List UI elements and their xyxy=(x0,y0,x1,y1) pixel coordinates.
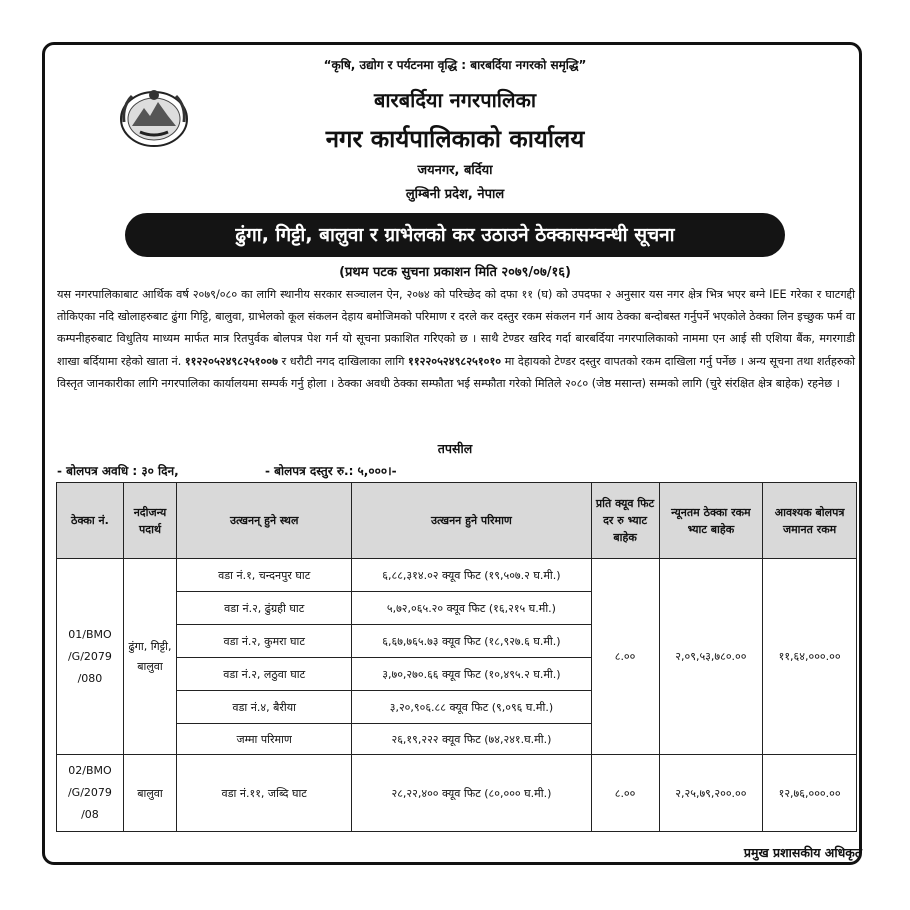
total-quantity: २६,१९,२२२ क्यूव फिट (७४,२४१.घ.मी.) xyxy=(352,724,591,755)
address-line-1: जयनगर, बर्दिया xyxy=(417,163,493,178)
notice-body-part-2: र धरौटी नगद दाखिलाका लागि xyxy=(281,354,405,368)
site-quantity: २८,२२,४०० क्यूव फिट (८०,००० घ.मी.) xyxy=(352,755,591,832)
header-bid-bond: आवश्यक बोलपत्र जमानत रकम xyxy=(763,483,857,559)
header-contract-no: ठेक्का नं. xyxy=(57,483,124,559)
notice-body xyxy=(57,284,855,395)
contract-id: 01/BMO /G/2079 /080 xyxy=(57,559,124,755)
publication-date: (प्रथम पटक सुचना प्रकाशन मिति २०७९/०७/१६) xyxy=(339,265,571,280)
contract-table xyxy=(56,482,857,832)
bid-period: - बोलपत्र अवधि : ३० दिन, xyxy=(57,464,179,478)
contract-min-amount: २,०९,५३,७८०.०० xyxy=(659,559,763,755)
site-quantity: ३,२०,९०६.८८ क्यूव फिट (९,०९६ घ.मी.) xyxy=(352,691,591,724)
table-header-row xyxy=(57,483,857,559)
table-row xyxy=(57,755,857,832)
contract-rate: ८.०० xyxy=(591,755,659,832)
site-location: वडा नं.२, ढुंग्रही घाट xyxy=(177,592,352,625)
site-quantity: ६,८८,३१४.०२ क्यूव फिट (१९,५०७.२ घ.मी.) xyxy=(352,559,591,592)
contract-min-amount: २,२५,७९,२००.०० xyxy=(659,755,763,832)
contract-material: ढुंगा, गिट्टी, बालुवा xyxy=(123,559,176,755)
header-material: नदीजन्य पदार्थ xyxy=(123,483,176,559)
notice-body-part-1: यस नगरपालिकाबाट आर्थिक वर्ष २०७९/०८० का लागि स्थानीय सरकार सञ्चालन ऐन, २०७४ को परिच्छेद को दफा ११ (घ) को उपदफा २ अनुसार यस नगर क्षेत्र भित्र भएर बग्ने IEE गरेका र घाटगद्दी तोकिएका नदि खोलाहरुबाट ढुंगा गिट्टि, बालुवा, ग्राभेलको कूल संकलन देहाय बमोजिमको परिमाण र दरले कर दस्तुर रकम संकलन गर्न आय ठेक्का बन्दोबस्त गर्नुपर्ने भएकोले ठेक्का लिन इच्छुक फर्म वा कम्पनीहरुबाट विधुतिय माध्यम मार्फत मात्र रितपुर्वक बोलपत्र पेश गर्न यो सूचना प्रकाशित गरिएको छ । साथै टेण्डर खरिद गर्दा बारबर्दिया नगरपालिकाको नाममा एन आई सी एशिया बैंक, मगरगाडी शाखा बर्दियामा रहेको खाता नं. xyxy=(57,288,855,368)
total-label: जम्मा परिमाण xyxy=(177,724,352,755)
bid-fee: - बोलपत्र दस्तुर रु.: ५,०००।- xyxy=(265,464,397,478)
header-site: उत्खनन् हुने स्थल xyxy=(177,483,352,559)
office-name: नगर कार्यपालिकाको कार्यालय xyxy=(325,125,585,153)
contract-material: बालुवा xyxy=(123,755,176,832)
table-row xyxy=(57,559,857,592)
site-location: वडा नं.१, चन्दनपुर घाट xyxy=(177,559,352,592)
contract-bid-bond: १२,७६,०००.०० xyxy=(763,755,857,832)
contract-id: 02/BMO /G/2079 /08 xyxy=(57,755,124,832)
site-location: वडा नं.२, कुमरा घाट xyxy=(177,625,352,658)
notice-title-banner: ढुंगा, गिट्टी, बालुवा र ग्राभेलको कर उठाउने ठेक्कासम्वन्धी सूचना xyxy=(125,213,785,257)
contract-rate: ८.०० xyxy=(591,559,659,755)
site-quantity: ६,६७,७६५.७३ क्यूव फिट (१८,९२७.६ घ.मी.) xyxy=(352,625,591,658)
header-min-amount: न्यूनतम ठेक्का रकम भ्याट बाहेक xyxy=(659,483,763,559)
org-name: बारबर्दिया नगरपालिका xyxy=(373,88,537,112)
slogan: “कृषि, उद्योग र पर्यटनमा वृद्धि : बारबर्दिया नगरको समृद्धि” xyxy=(323,58,587,72)
signature: प्रमुख प्रशासकीय अधिकृत xyxy=(743,845,862,860)
site-location: वडा नं.२, लठुवा घाट xyxy=(177,658,352,691)
header-quantity: उत्खनन हुने परिमाण xyxy=(352,483,591,559)
header-rate: प्रति क्यूव फिट दर रु भ्याट बाहेक xyxy=(591,483,659,559)
notice-body-part-3: मा देहायको टेण्डर दस्तुर वापतको रकम दाखिला गर्नु पर्नेछ । अन्य सूचना तथा शर्तहरुको विस्तृत जानकारीका लागि नगरपालिका कार्यालयमा सम्पर्क गर्नु होला । ठेक्का अवधी ठेक्का सम्फौता भई सम्फौता गरेको मितिले २०८० (जेष्ठ मसान्त) सम्मको लागि (चुरे संरक्षित क्षेत्र बाहेक) रहनेछ । xyxy=(57,354,855,390)
site-quantity: ३,७०,२७०.६६ क्यूव फिट (१०,४९५.२ घ.मी.) xyxy=(352,658,591,691)
account-number-2: ११२२०५२४९८२५१०१० xyxy=(408,354,502,368)
address-line-2: लुम्बिनी प्रदेश, नेपाल xyxy=(405,187,505,202)
contract-bid-bond: ११,६४,०००.०० xyxy=(763,559,857,755)
schedule-heading: तपसील xyxy=(437,441,473,456)
site-location: वडा नं.११, जब्दि घाट xyxy=(177,755,352,832)
site-quantity: ५,७२,०६५.२० क्यूव फिट (१६,२१५ घ.मी.) xyxy=(352,592,591,625)
account-number-1: ११२२०५२४९८२५१००७ xyxy=(184,354,278,368)
site-location: वडा नं.४, बैरीया xyxy=(177,691,352,724)
